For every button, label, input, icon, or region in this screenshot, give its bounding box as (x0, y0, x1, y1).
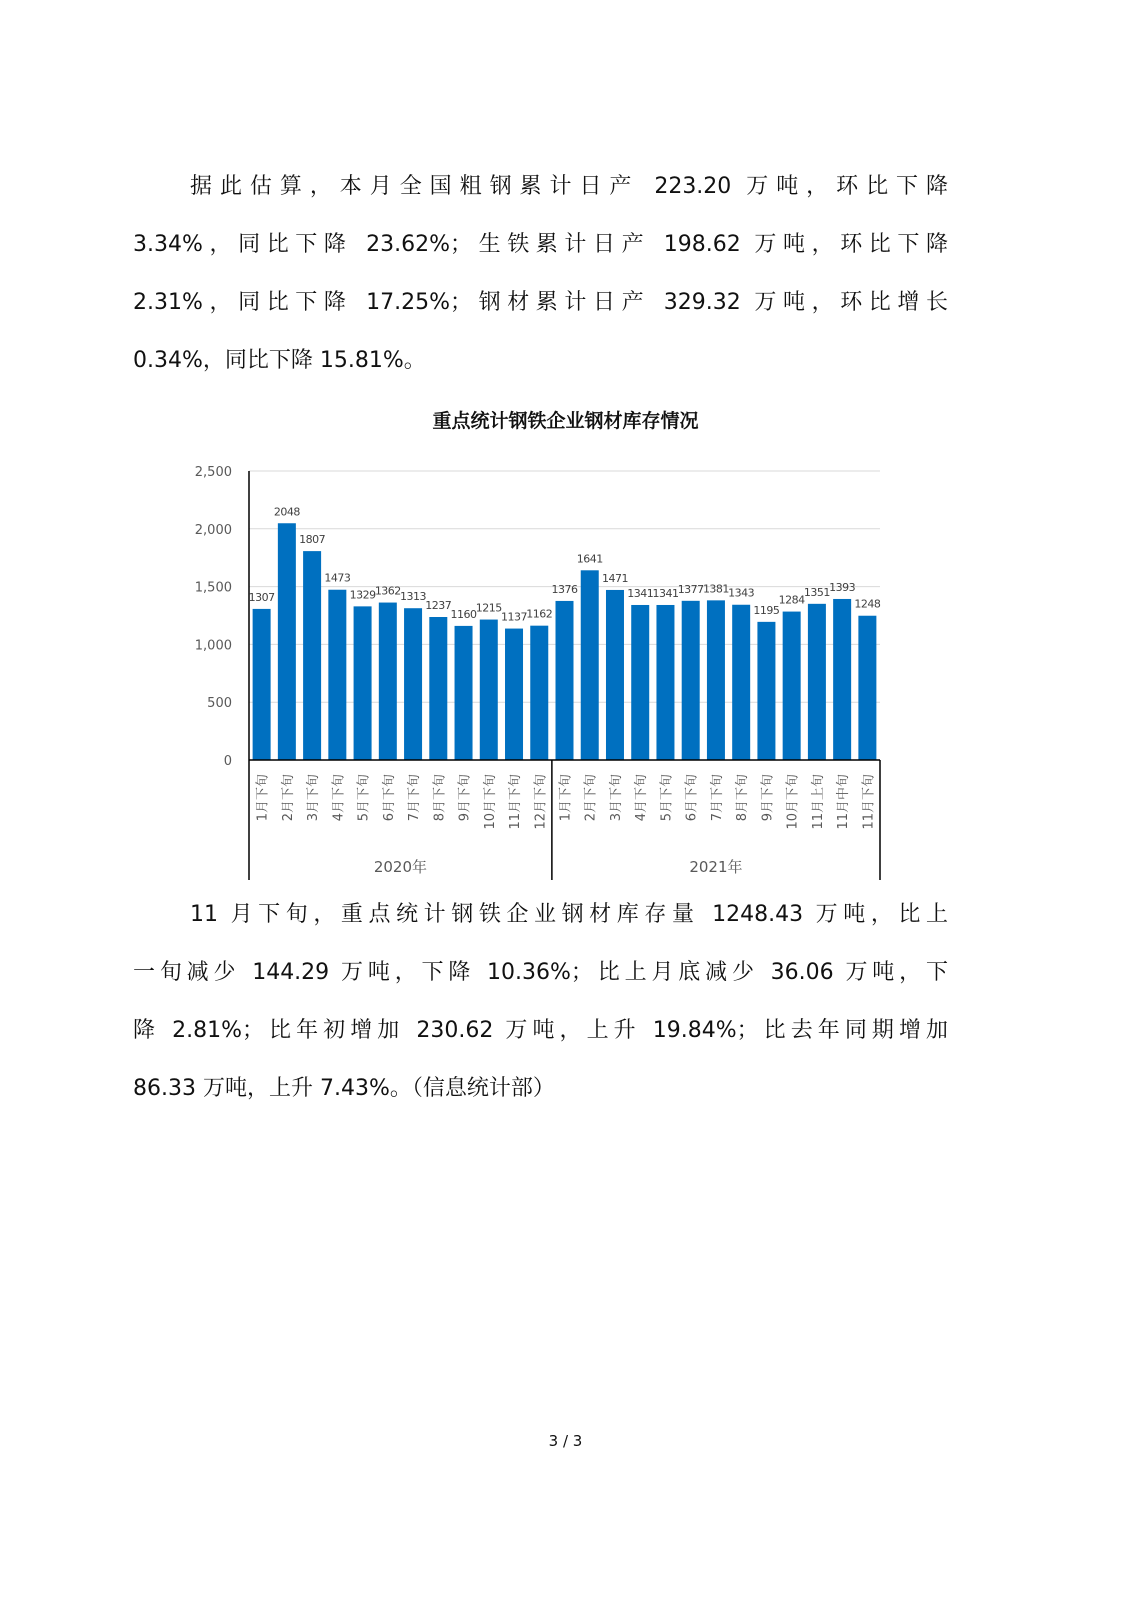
bar (732, 605, 750, 760)
data-label: 1248 (854, 597, 881, 611)
bar (707, 600, 725, 760)
data-label: 1351 (803, 585, 830, 599)
x-tick-label: 6月下旬 (684, 774, 700, 822)
chart-title: 重点统计钢铁企业钢材库存情况 (432, 410, 699, 432)
x-tick-label: 7月下旬 (407, 774, 423, 822)
data-label: 2048 (273, 505, 300, 519)
x-tick-label: 9月下旬 (760, 774, 776, 822)
y-tick-label: 500 (207, 696, 232, 712)
text-line: 2.31%，同比下降 17.25%；钢材累计日产 329.32 万吨，环比增长 (133, 290, 948, 315)
x-tick-label: 10月下旬 (785, 774, 801, 830)
bar (505, 629, 523, 760)
bar (556, 601, 574, 760)
data-label: 1362 (374, 584, 401, 598)
y-tick-label: 2,000 (194, 522, 232, 538)
bar (858, 616, 876, 760)
bar (631, 605, 649, 760)
bar (808, 604, 826, 760)
bar (606, 590, 624, 760)
x-tick-label: 10月下旬 (482, 774, 498, 830)
x-tick-label: 5月下旬 (356, 774, 372, 822)
data-label: 1376 (551, 582, 578, 596)
y-tick-label: 1,000 (194, 638, 232, 654)
text-line: 11 月下旬，重点统计钢铁企业钢材库存量 1248.43 万吨，比上 (190, 902, 948, 927)
bar (455, 626, 473, 760)
data-label: 1215 (475, 601, 502, 615)
bar (429, 617, 447, 760)
data-label: 1307 (248, 590, 275, 604)
bar (656, 605, 674, 760)
bar (480, 620, 498, 760)
x-tick-label: 9月下旬 (457, 774, 473, 822)
data-label: 1377 (677, 582, 704, 596)
data-label: 1160 (450, 607, 477, 621)
x-tick-label: 4月下旬 (634, 774, 650, 822)
y-tick-label: 0 (223, 754, 232, 769)
bar (581, 570, 599, 760)
bar (253, 609, 271, 760)
group-label: 2020年 (373, 858, 428, 876)
data-label: 1473 (324, 571, 351, 585)
data-label: 1313 (400, 590, 427, 604)
data-label: 1137 (501, 610, 528, 624)
x-tick-label: 11月下旬 (861, 774, 877, 830)
x-tick-label: 11月中旬 (836, 774, 852, 830)
inventory-bar-chart (0, 440, 1131, 890)
data-label: 1329 (349, 588, 376, 602)
data-label: 1381 (702, 582, 729, 596)
bar (404, 608, 422, 760)
x-tick-label: 2月下旬 (280, 774, 296, 822)
bar (682, 601, 700, 760)
bar (783, 612, 801, 760)
y-tick-label: 1,500 (194, 580, 232, 596)
bar (303, 551, 321, 760)
bar (530, 626, 548, 760)
x-tick-label: 5月下旬 (659, 774, 675, 822)
data-label: 1807 (299, 533, 326, 547)
text-line: 一旬减少 144.29 万吨，下降 10.36%；比上月底减少 36.06 万吨，下 (133, 960, 948, 985)
x-tick-label: 11月上旬 (810, 774, 826, 830)
bar (379, 603, 397, 760)
x-tick-label: 2月下旬 (583, 774, 599, 822)
text-line: 0.34%，同比下降 15.81%。 (133, 348, 426, 373)
data-label: 1195 (753, 603, 780, 617)
data-label: 1341 (627, 586, 654, 600)
group-label: 2021年 (689, 858, 743, 876)
x-tick-label: 12月下旬 (533, 774, 549, 830)
data-label: 1284 (778, 593, 805, 607)
x-tick-label: 6月下旬 (381, 774, 397, 822)
bar (328, 590, 346, 760)
page-number: 3 / 3 (548, 1432, 583, 1450)
text-line: 降 2.81%；比年初增加 230.62 万吨，上升 19.84%；比去年同期增加 (133, 1018, 948, 1043)
paragraph-inventory (133, 886, 948, 1118)
data-label: 1162 (526, 607, 553, 621)
data-label: 1343 (728, 586, 755, 600)
data-label: 1641 (576, 552, 603, 566)
bar (278, 523, 296, 760)
data-label: 1471 (601, 571, 628, 585)
x-tick-label: 4月下旬 (331, 774, 347, 822)
text-line: 86.33 万吨，上升 7.43%。（信息统计部） (133, 1076, 555, 1101)
x-tick-label: 3月下旬 (306, 774, 322, 822)
data-label: 1341 (652, 586, 679, 600)
x-tick-label: 8月下旬 (432, 774, 448, 822)
x-tick-label: 7月下旬 (709, 774, 725, 822)
text-line: 3.34%，同比下降 23.62%；生铁累计日产 198.62 万吨，环比下降 (133, 232, 948, 257)
data-label: 1393 (829, 580, 856, 594)
y-tick-label: 2,500 (194, 465, 232, 480)
text-line: 据此估算，本月全国粗钢累计日产 223.20 万吨，环比下降 (190, 174, 948, 199)
bar (757, 622, 775, 760)
x-tick-label: 3月下旬 (608, 774, 624, 822)
bar (833, 599, 851, 760)
x-tick-label: 1月下旬 (558, 774, 574, 822)
x-tick-label: 8月下旬 (735, 774, 751, 822)
x-tick-label: 11月下旬 (508, 774, 524, 830)
data-label: 1237 (425, 599, 452, 613)
x-tick-label: 1月下旬 (255, 774, 271, 822)
paragraph-production (133, 158, 948, 390)
bar (354, 606, 372, 760)
